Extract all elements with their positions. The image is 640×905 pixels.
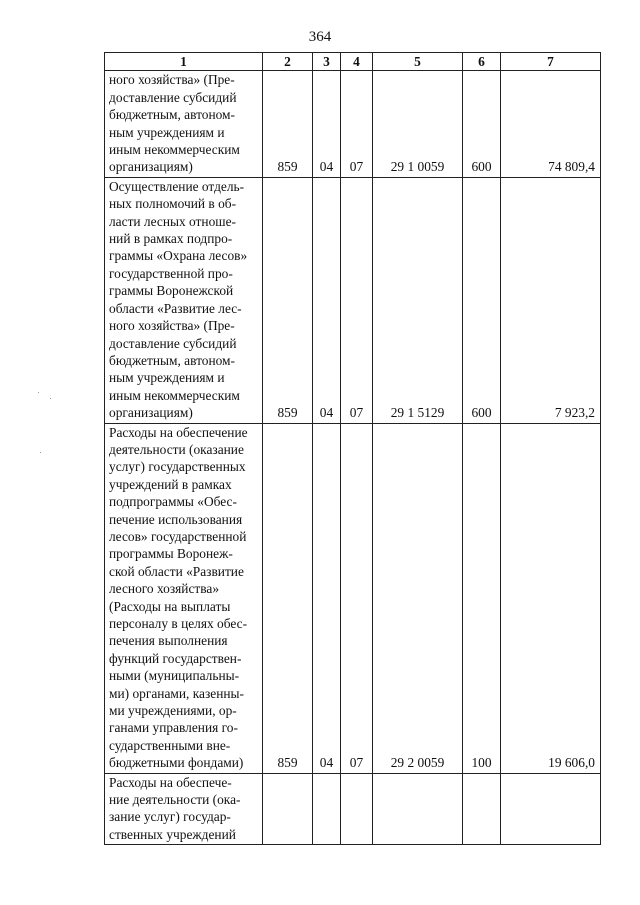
target-article-code: 29 2 0059 [373, 423, 463, 773]
section-code: 04 [313, 177, 341, 423]
page-number: 364 [308, 29, 332, 45]
column-header: 3 [313, 53, 341, 71]
row-description: Осуществление отдель- ных полномочий в об- ласти лесных отноше- ний в рамках подпро- граммы «Охрана лесов» государственной про- граммы Воронежской области «Развитие лес- ного хозяйства» (Пре- доставление субсидий бюджетным, автоном- ным учреждениям и иным некоммерческим организациям) [105, 177, 263, 423]
scan-speck [40, 452, 41, 453]
subsection-code: 07 [341, 71, 373, 177]
column-header: 6 [463, 53, 501, 71]
table-row [105, 423, 601, 773]
budget-table [104, 52, 601, 845]
ministry-code: 859 [263, 71, 313, 177]
amount [501, 773, 601, 845]
column-header: 7 [501, 53, 601, 71]
header-row [105, 53, 601, 71]
column-header: 2 [263, 53, 313, 71]
table-row [105, 773, 601, 845]
ministry-code: 859 [263, 177, 313, 423]
expense-type-code: 100 [463, 423, 501, 773]
row-description: ного хозяйства» (Пре- доставление субсидий бюджетным, автоном- ным учреждениям и иным некоммерческим организациям) [105, 71, 263, 177]
section-code: 04 [313, 71, 341, 177]
column-header: 1 [105, 53, 263, 71]
table-row [105, 71, 601, 177]
expense-type-code: 600 [463, 177, 501, 423]
amount: 74 809,4 [501, 71, 601, 177]
section-code [313, 773, 341, 845]
target-article-code: 29 1 0059 [373, 71, 463, 177]
target-article-code: 29 1 5129 [373, 177, 463, 423]
ministry-code: 859 [263, 423, 313, 773]
subsection-code [341, 773, 373, 845]
amount: 19 606,0 [501, 423, 601, 773]
expense-type-code: 600 [463, 71, 501, 177]
row-description: Расходы на обеспечение деятельности (оказание услуг) государственных учреждений в рамках подпрограммы «Обес- печение использования лесов» государственной программы Воронеж- ской области «Развитие лесного хозяйства» (Расходы на выплаты персоналу в целях обес- печения выполнения функций государствен- ными (муниципальны- ми) органами, казенны- ми учреждениями, ор- ганами управления го- сударственными вне- бюджетными фондами) [105, 423, 263, 773]
scan-speck [50, 398, 51, 399]
target-article-code [373, 773, 463, 845]
column-header: 4 [341, 53, 373, 71]
expense-type-code [463, 773, 501, 845]
subsection-code: 07 [341, 177, 373, 423]
ministry-code [263, 773, 313, 845]
row-description: Расходы на обеспече- ние деятельности (ока- зание услуг) государ- ственных учреждений [105, 773, 263, 845]
column-header: 5 [373, 53, 463, 71]
table-row [105, 177, 601, 423]
section-code: 04 [313, 423, 341, 773]
amount: 7 923,2 [501, 177, 601, 423]
scan-speck [38, 392, 39, 393]
subsection-code: 07 [341, 423, 373, 773]
